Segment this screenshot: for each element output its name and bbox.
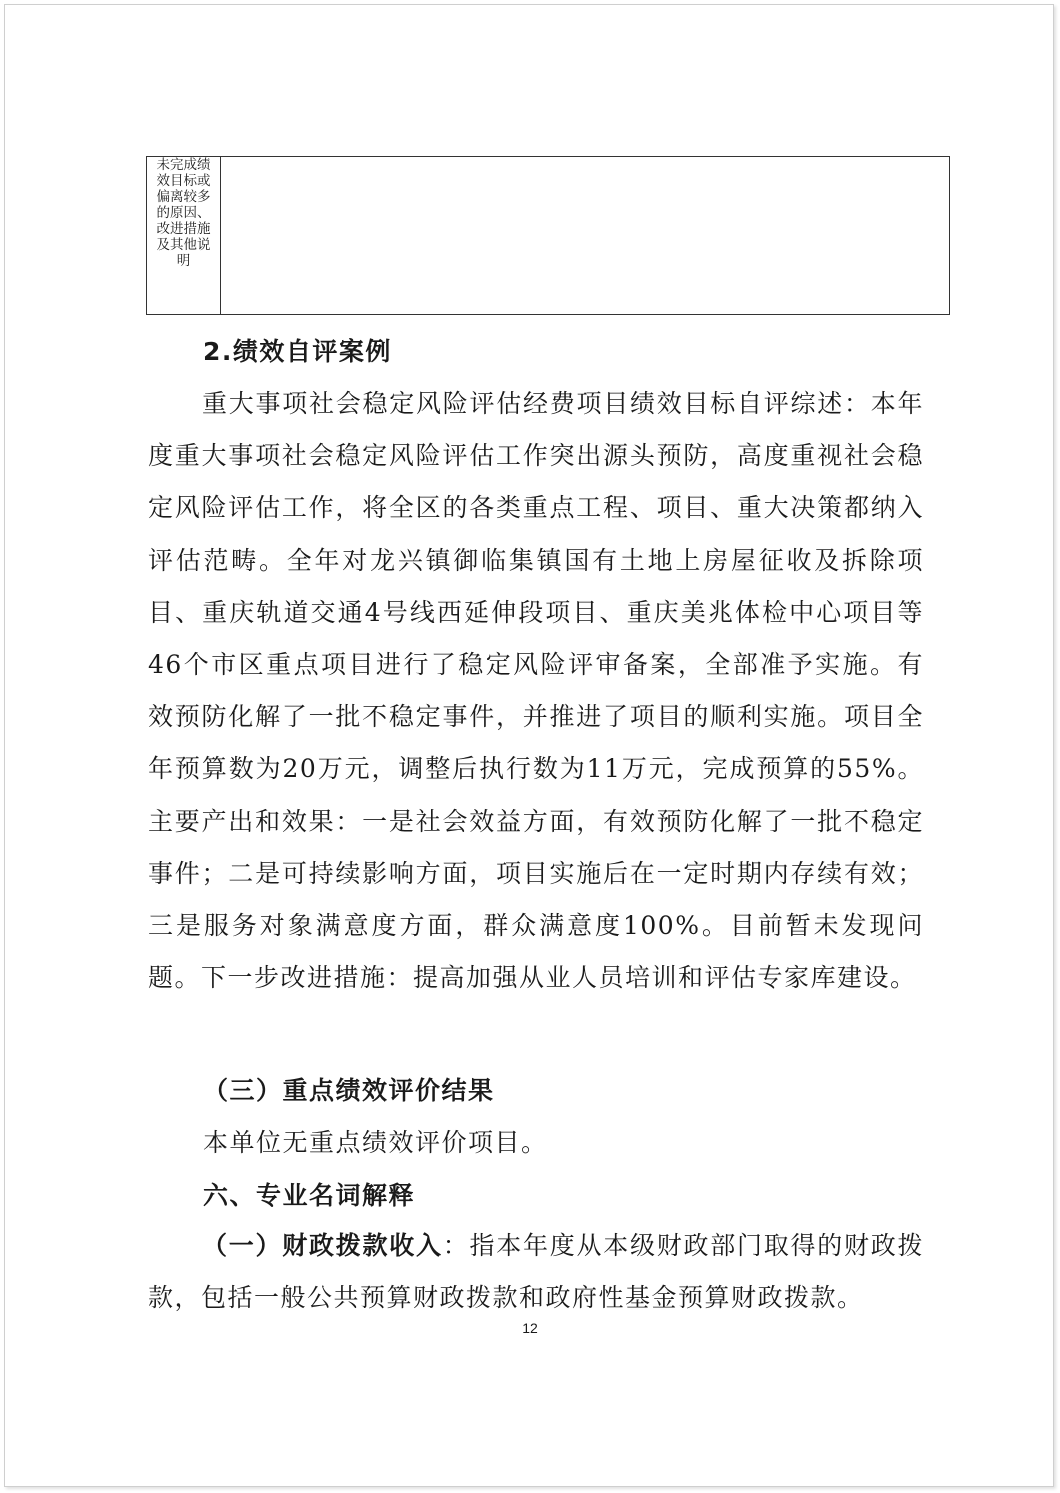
- key-eval-paragraph: 本单位无重点绩效评价项目。: [203, 1128, 548, 1157]
- table-row-label: 未完成绩效目标或偏离较多的原因、改进措施及其他说明: [147, 157, 221, 314]
- section-heading-terms: 六、专业名词解释: [203, 1181, 416, 1210]
- page-number: 12: [522, 1320, 538, 1336]
- section-heading-key-eval: （三）重点绩效评价结果: [203, 1076, 495, 1105]
- term-definition: ：指本年度从本级财政部门取得的财政拨款，包括一般公共预算财政拨款和政府性基金预算财政拨款。: [148, 1231, 924, 1313]
- table-row-content: [221, 157, 949, 314]
- term-label: （一）财政拨款收入: [202, 1231, 443, 1260]
- performance-table-fragment: [146, 156, 950, 315]
- case-paragraph: 重大事项社会稳定风险评估经费项目绩效目标自评综述：本年度重大事项社会稳定风险评估工作突出源头预防，高度重视社会稳定风险评估工作，将全区的各类重点工程、项目、重大决策都纳入评估范畴。全年对龙兴镇御临集镇国有土地上房屋征收及拆除项目、重庆轨道交通4号线西延伸段项目、重庆美兆体检中心项目等46个市区重点项目进行了稳定风险评审备案，全部准予实施。有效预防化解了一批不稳定事件，并推进了项目的顺利实施。项目全年预算数为20万元，调整后执行数为11万元，完成预算的55%。主要产出和效果：一是社会效益方面，有效预防化解了一批不稳定事件；二是可持续影响方面，项目实施后在一定时期内存续有效；三是服务对象满意度方面，群众满意度100%。目前暂未发现问题。下一步改进措施：提高加强从业人员培训和评估专家库建设。: [148, 389, 924, 993]
- section-heading-case: 2.绩效自评案例: [203, 337, 392, 366]
- term-paragraph: [148, 1220, 924, 1324]
